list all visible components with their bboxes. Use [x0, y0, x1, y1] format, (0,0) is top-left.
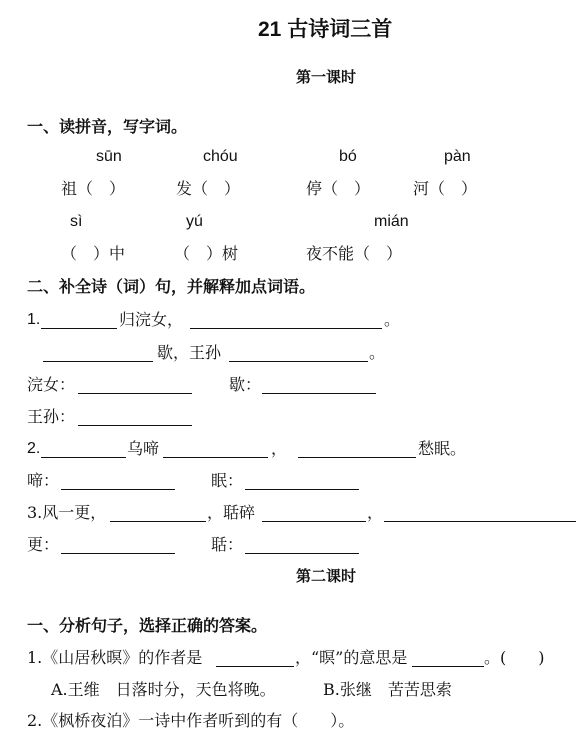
label-mian: 眠：: [211, 471, 244, 490]
q2-blank-1[interactable]: [41, 457, 126, 458]
q1-number: 1.: [27, 311, 41, 328]
q3-blank-3[interactable]: [384, 521, 576, 522]
q1-blank-2[interactable]: [190, 328, 382, 329]
fill-char-mian[interactable]: 夜不能（ ）: [306, 244, 403, 263]
fill-char-ting[interactable]: 停（ ）: [306, 179, 371, 198]
page-title: 21 古诗词三首: [258, 18, 393, 41]
q2-text-b: 愁眠。: [418, 439, 467, 458]
mc-q1-blank-2[interactable]: [412, 666, 484, 667]
blank-ti[interactable]: [61, 489, 175, 490]
pinyin-si: sì: [70, 213, 83, 230]
fill-char-zu[interactable]: 祖（ ）: [61, 179, 126, 198]
section-1-heading: 一、读拼音，写字词。: [27, 117, 188, 136]
q1-text-b: 歇，王孙: [157, 343, 222, 362]
q2-text-a: 乌啼: [127, 439, 160, 458]
q1-text-a: 归浣女，: [119, 310, 184, 329]
mc-q1-text-a: 1.《山居秋暝》的作者是: [27, 648, 203, 667]
section-2-heading: 二、补全诗（词）句，并解释加点词语。: [27, 277, 316, 296]
q3-blank-2[interactable]: [262, 521, 366, 522]
q2-blank-2[interactable]: [163, 457, 268, 458]
q2-comma: ，: [271, 439, 288, 458]
blank-geng[interactable]: [61, 553, 175, 554]
fill-char-he[interactable]: 河（ ）: [413, 179, 478, 198]
mc-q1-text-c: 。( ): [484, 648, 545, 667]
mc-q2-text: 2.《枫桥夜泊》一诗中作者听到的有（ ）。: [27, 711, 355, 730]
fill-char-fa[interactable]: 发（ ）: [176, 179, 241, 198]
blank-huannu[interactable]: [78, 393, 192, 394]
lesson-1-heading: 第一课时: [296, 68, 357, 86]
section-3-heading: 一、分析句子，选择正确的答案。: [27, 616, 268, 635]
label-ti: 啼：: [27, 471, 60, 490]
lesson-2-heading: 第二课时: [296, 567, 357, 585]
blank-xie[interactable]: [262, 393, 376, 394]
q3-blank-1[interactable]: [110, 521, 206, 522]
blank-mian[interactable]: [245, 489, 359, 490]
label-geng: 更：: [27, 535, 60, 554]
fill-char-si[interactable]: （ ）中: [61, 244, 126, 263]
q2-number: 2.: [27, 440, 41, 457]
label-wangsun: 王孙：: [27, 407, 76, 426]
q2-blank-3[interactable]: [298, 457, 416, 458]
pinyin-yu: yú: [186, 213, 203, 230]
pinyin-chou: chóu: [203, 148, 238, 165]
blank-guo[interactable]: [245, 553, 359, 554]
label-guo: 聒：: [211, 535, 244, 554]
pinyin-bo: bó: [339, 148, 357, 165]
q3-text-c: ，: [367, 503, 384, 522]
q3-text-a: 3.风一更，: [27, 503, 107, 522]
q3-text-b: ，聒碎: [207, 503, 256, 522]
label-huannu: 浣女：: [27, 375, 76, 394]
pinyin-sun: sūn: [96, 148, 122, 165]
pinyin-mian: mián: [374, 213, 409, 230]
mc-q1-text-b: ，“暝”的意思是: [295, 648, 408, 667]
pinyin-pan: pàn: [444, 148, 471, 165]
q1-blank-4[interactable]: [229, 361, 368, 362]
blank-wangsun[interactable]: [78, 425, 192, 426]
mc-q1-option-a[interactable]: A.王维 日落时分，天色将晚。: [51, 680, 276, 699]
fill-char-yu[interactable]: （ ）树: [174, 244, 239, 263]
q1-b-end: 。: [369, 343, 386, 362]
q1-blank-1[interactable]: [41, 328, 117, 329]
mc-q1-blank-1[interactable]: [216, 666, 294, 667]
q1-blank-3[interactable]: [43, 361, 153, 362]
mc-q1-option-b[interactable]: B.张继 苦苦思索: [323, 680, 452, 699]
q1-end: 。: [384, 310, 401, 329]
label-xie: 歇：: [229, 375, 262, 394]
